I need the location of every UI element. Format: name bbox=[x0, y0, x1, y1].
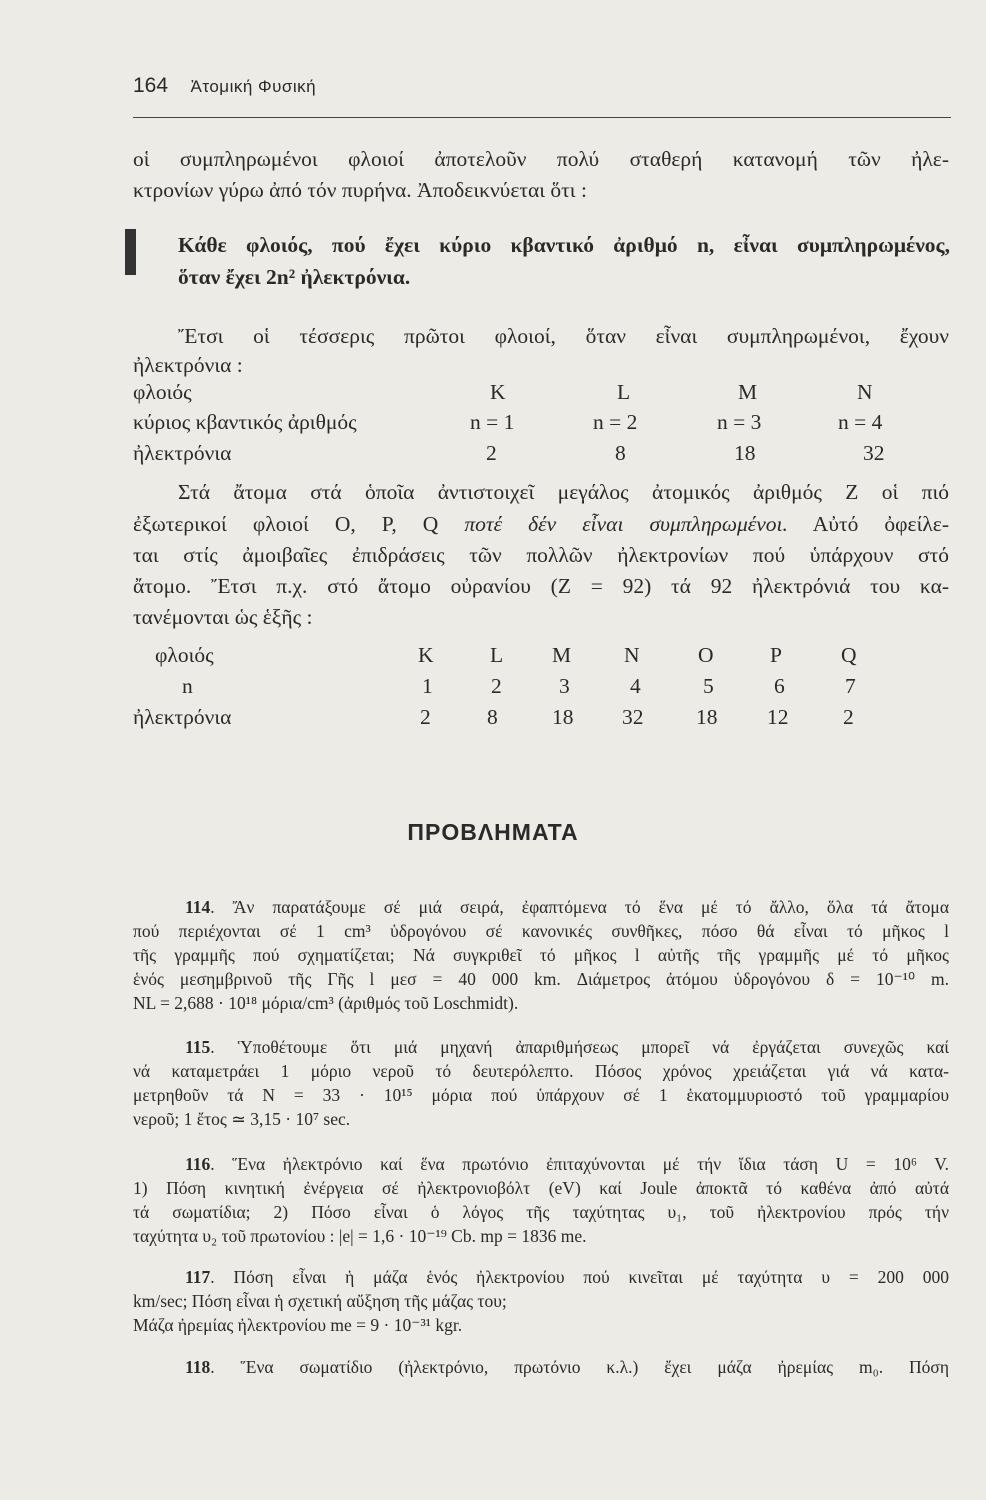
table1-cell: n = 3 bbox=[717, 410, 762, 434]
table2-cell: 32 bbox=[622, 705, 644, 729]
problem-number: 114 bbox=[185, 897, 211, 917]
problem-number: 117 bbox=[185, 1267, 211, 1287]
para3-line-5: τανέμονται ὡς ἑξῆς : bbox=[133, 605, 313, 629]
para3-line-1: Στά ἄτομα στά ὁποῖα ἀντιστοιχεῖ μεγάλος ἀτομικός ἀριθμός Z οἱ πιό bbox=[178, 480, 949, 504]
table2-cell: K bbox=[418, 643, 434, 667]
table1-cell: 2 bbox=[486, 441, 497, 465]
emphasis-text: ποτέ δέν εἶναι συμπληρωμένοι. bbox=[464, 512, 788, 536]
table1-cell: N bbox=[857, 380, 873, 404]
table2-cell: 2 bbox=[843, 705, 854, 729]
page-header bbox=[133, 74, 316, 98]
table1-label-electrons: ἠλεκτρόνια bbox=[133, 441, 232, 465]
intro-line-2: κτρονίων γύρω ἀπό τόν πυρήνα. Ἀποδεικνύεται ὅτι : bbox=[133, 178, 587, 202]
table2-cell: 1 bbox=[422, 674, 433, 698]
para2-line-1: Ἔτσι οἱ τέσσερις πρῶτοι φλοιοί, ὅταν εἶναι συμπληρωμένοι, ἔχουν bbox=[178, 324, 949, 348]
running-title: Ἀτομική Φυσική bbox=[190, 77, 317, 96]
theorem-line-1: Κάθε φλοιός, πού ἔχει κύριο κβαντικό ἀριθμό n, εἶναι συμπληρωμένος, bbox=[178, 233, 950, 257]
table1-cell: n = 1 bbox=[470, 410, 515, 434]
table2-cell: 3 bbox=[559, 674, 570, 698]
table2-cell: M bbox=[552, 643, 572, 667]
table2-cell: 5 bbox=[703, 674, 714, 698]
page-number: 164 bbox=[133, 74, 169, 97]
table2-label-electrons: ἠλεκτρόνια bbox=[133, 705, 232, 729]
table1-cell: M bbox=[738, 380, 758, 404]
header-rule bbox=[133, 117, 951, 118]
table2-cell: 6 bbox=[774, 674, 785, 698]
table2-cell: 4 bbox=[630, 674, 641, 698]
theorem-marker bbox=[125, 229, 136, 275]
table1-label-n: κύριος κβαντικός ἀριθμός bbox=[133, 410, 357, 434]
table2-cell: 8 bbox=[487, 705, 498, 729]
table2-cell: 7 bbox=[845, 674, 856, 698]
theorem-line-2: ὅταν ἔχει 2n² ἠλεκτρόνια. bbox=[178, 265, 411, 289]
para3-line-2: ἐξωτερικοί φλοιοί O, P, Q ποτέ δέν εἶναι συμπληρωμένοι. Αὐτό ὀφείλε- bbox=[133, 512, 949, 536]
table2-cell: 2 bbox=[420, 705, 431, 729]
table1-cell: n = 2 bbox=[593, 410, 638, 434]
para3-line-4: ἄτομο. Ἔτσι π.χ. στό ἄτομο οὐρανίου (Z = 92) τά 92 ἠλεκτρόνιά του κα- bbox=[133, 574, 949, 598]
table2-cell: 18 bbox=[552, 705, 574, 729]
problem-number: 118 bbox=[185, 1357, 211, 1377]
problems-heading: ΠΡΟΒΛΗΜΑΤΑ bbox=[407, 819, 579, 845]
problem-number: 115 bbox=[185, 1037, 211, 1057]
table2-cell: N bbox=[624, 643, 640, 667]
table1-cell: L bbox=[617, 380, 631, 404]
table2-cell: Q bbox=[841, 643, 857, 667]
table1-cell: 8 bbox=[615, 441, 626, 465]
table1-label-shell: φλοιός bbox=[133, 380, 192, 404]
problem-117: 117. Πόση εἶναι ἡ μάζα ἑνός ἠλεκτρονίου πού κινεῖται μέ ταχύτητα υ = 200 000 km/sec; Πόση εἶναι ἡ σχετική αὔξηση τῆς μάζας του; Μάζα ἠρεμίας ἠλεκτρονίου me = 9 · 10⁻³¹ kgr. bbox=[133, 1267, 949, 1335]
problem-118: 118. Ἕνα σωματίδιο (ἠλεκτρόνιο, πρωτόνιο κ.λ.) ἔχει μάζα ἠρεμίας m₀. Πόση bbox=[185, 1357, 949, 1377]
problem-number: 116 bbox=[185, 1154, 211, 1174]
table2-label-n: n bbox=[182, 674, 193, 698]
table1-cell: 32 bbox=[863, 441, 885, 465]
table1-cell: n = 4 bbox=[838, 410, 883, 434]
para3-line-3: ται στίς ἀμοιβαῖες ἐπιδράσεις τῶν πολλῶν ἠλεκτρονίων πού ὑπάρχουν στό bbox=[133, 543, 949, 567]
table2-cell: 18 bbox=[696, 705, 718, 729]
table1-cell: 18 bbox=[734, 441, 756, 465]
table2-cell: 2 bbox=[491, 674, 502, 698]
problem-114: 114. Ἄν παρατάξουμε σέ μιά σειρά, ἐφαπτόμενα τό ἕνα μέ τό ἄλλο, ὅλα τά ἄτομα πού περιέχονται σέ 1 cm³ ὑδρογόνου σέ κανονικές συνθῆκες, πόσο θά εἶναι τό μῆκος l τῆς γραμμῆς πού σχηματίζεται; Νά συγκριθεῖ τό μῆκος l αὐτῆς τῆς γραμμῆς μέ τό μῆκος ἑνός μεσημβρινοῦ τῆς Γῆς l μεσ = 40 000 km. Διάμετρος ἀτόμου ὑδρογόνου δ = 10⁻¹⁰ m. NL = 2,688 · 10¹⁸ μόρια/cm³ (ἀριθμός τοῦ Loschmidt). bbox=[133, 897, 949, 1013]
table2-cell: P bbox=[770, 643, 782, 667]
table2-cell: O bbox=[698, 643, 714, 667]
intro-line-1: οἱ συμπληρωμένοι φλοιοί ἀποτελοῦν πολύ σταθερή κατανομή τῶν ἠλε- bbox=[133, 147, 949, 171]
table2-label-shell: φλοιός bbox=[155, 643, 214, 667]
table1-cell: K bbox=[490, 380, 506, 404]
para2-line-2: ἠλεκτρόνια : bbox=[133, 353, 243, 377]
table2-cell: L bbox=[490, 643, 504, 667]
problem-116: 116. Ἕνα ἠλεκτρόνιο καί ἕνα πρωτόνιο ἐπιταχύνονται μέ τήν ἴδια τάση U = 10⁶ V. 1) Πόση κινητική ἐνέργεια σέ ἠλεκτρονιοβόλτ (eV) καί Joule ἀποκτᾶ τό καθένα ἀπό αὐτά τά σωματίδια; 2) Πόσο εἶναι ὁ λόγος τῆς ταχύτητας υ₁, τοῦ ἠλεκτρονίου πρός τήν ταχύτητα υ₂ τοῦ πρωτονίου : |e| = 1,6 · 10⁻¹⁹ Cb. mp = 1836 me. bbox=[133, 1154, 949, 1246]
problem-115: 115. Ὑποθέτουμε ὅτι μιά μηχανή ἀπαριθμήσεως μπορεῖ νά ἐργάζεται συνεχῶς καί νά καταμετράει 1 μόριο νεροῦ τό δευτερόλεπτο. Πόσος χρόνος χρειάζεται γιά νά κατα- μετρηθοῦν τά N = 33 · 10¹⁵ μόρια πού ὑπάρχουν σέ 1 ἑκατομμυριοστό τοῦ γραμμαρίου νεροῦ; 1 ἔτος ≃ 3,15 · 10⁷ sec. bbox=[133, 1037, 949, 1129]
table2-cell: 12 bbox=[767, 705, 789, 729]
